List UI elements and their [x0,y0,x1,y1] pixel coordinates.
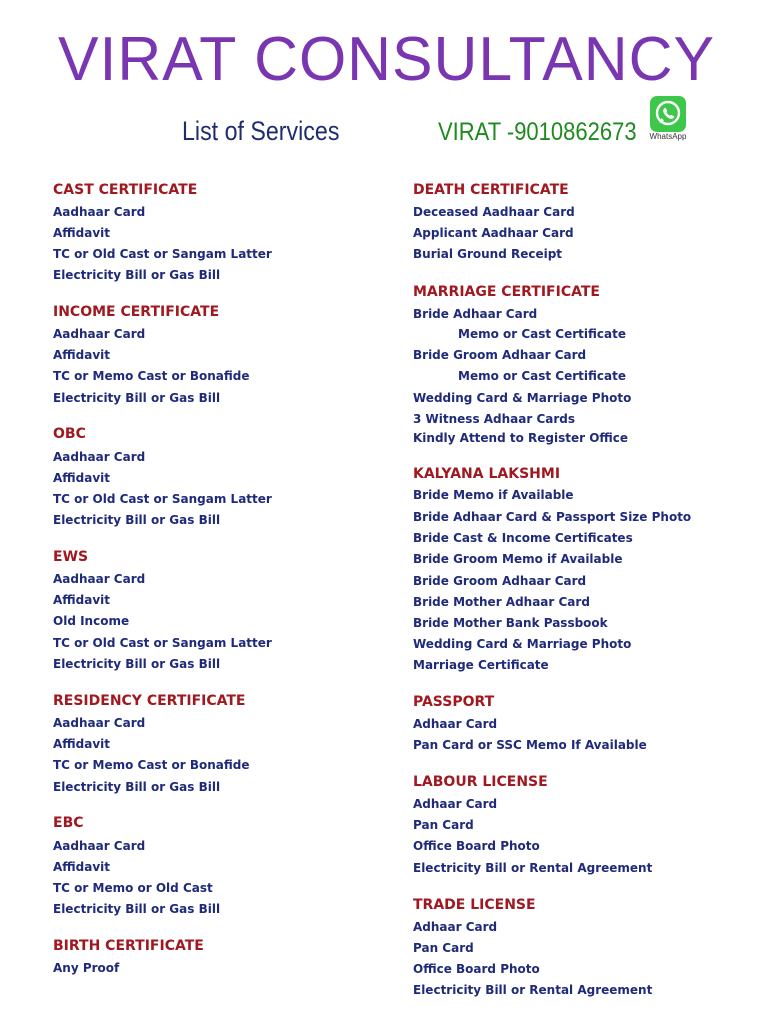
section-heading-cast-certificate: CAST CERTIFICATE [53,182,198,198]
requirement-item: Electricity Bill or Gas Bill [53,268,221,282]
section-heading-marriage-certificate: MARRIAGE CERTIFICATE [413,284,600,300]
contact-phone: VIRAT -9010862673 [438,118,637,146]
requirement-item: Pan Card or SSC Memo If Available [413,738,647,752]
requirement-item: Bride Groom Adhaar Card [413,348,587,362]
requirement-item: Pan Card [413,818,474,832]
section-heading-passport: PASSPORT [413,694,495,710]
requirement-item: Aadhaar Card [53,327,146,341]
requirement-item: Bride Adhaar Card [413,307,538,321]
requirement-item: Memo or Cast Certificate [458,327,626,341]
requirement-item: Wedding Card & Marriage Photo [413,391,632,405]
requirement-item: TC or Memo Cast or Bonafide [53,369,250,383]
requirement-item: Affidavit [53,737,111,751]
requirement-item: Bride Mother Adhaar Card [413,595,590,609]
requirement-item: Aadhaar Card [53,716,146,730]
page-title: VIRAT CONSULTANCY [58,25,715,94]
requirement-item: Bride Groom Memo if Available [413,552,623,566]
requirement-item: Affidavit [53,860,111,874]
requirement-item: TC or Memo or Old Cast [53,881,213,895]
requirement-item: Office Board Photo [413,839,540,853]
requirement-item: Electricity Bill or Gas Bill [53,657,221,671]
requirement-item: Affidavit [53,226,111,240]
requirement-item: Bride Groom Adhaar Card [413,574,587,588]
requirement-item: TC or Old Cast or Sangam Latter [53,636,272,650]
section-heading-death-certificate: DEATH CERTIFICATE [413,182,569,198]
requirement-item: Electricity Bill or Gas Bill [53,902,221,916]
requirement-item: Bride Memo if Available [413,488,574,502]
requirement-item: Deceased Aadhaar Card [413,205,575,219]
section-heading-obc: OBC [53,426,86,442]
requirement-item: Adhaar Card [413,717,498,731]
requirement-item: Kindly Attend to Register Office [413,431,629,445]
requirement-item: Affidavit [53,348,111,362]
requirement-item: Marriage Certificate [413,658,549,672]
section-heading-income-certificate: INCOME CERTIFICATE [53,304,220,320]
requirement-item: 3 Witness Adhaar Cards [413,412,576,426]
requirement-item: TC or Old Cast or Sangam Latter [53,492,272,506]
requirement-item: Adhaar Card [413,920,498,934]
requirement-item: Bride Adhaar Card & Passport Size Photo [413,510,692,524]
whatsapp-label: WhatsApp [649,132,687,141]
requirement-item: Burial Ground Receipt [413,247,563,261]
section-heading-ebc: EBC [53,815,84,831]
requirement-item: Bride Cast & Income Certificates [413,531,633,545]
requirement-item: TC or Old Cast or Sangam Latter [53,247,272,261]
requirement-item: Wedding Card & Marriage Photo [413,637,632,651]
requirement-item: Aadhaar Card [53,450,146,464]
whatsapp-icon [647,96,689,132]
requirement-item: Old Income [53,614,130,628]
requirement-item: Aadhaar Card [53,572,146,586]
requirement-item: Electricity Bill or Rental Agreement [413,861,653,875]
requirement-item: Any Proof [53,961,120,975]
requirement-item: TC or Memo Cast or Bonafide [53,758,250,772]
whatsapp-badge [647,96,689,144]
requirement-item: Electricity Bill or Gas Bill [53,780,221,794]
requirement-item: Adhaar Card [413,797,498,811]
section-heading-kalyana-lakshmi: KALYANA LAKSHMI [413,466,561,482]
requirement-item: Pan Card [413,941,474,955]
requirement-item: Affidavit [53,593,111,607]
requirement-item: Aadhaar Card [53,205,146,219]
requirement-item: Electricity Bill or Rental Agreement [413,983,653,997]
section-heading-labour-license: LABOUR LICENSE [413,774,548,790]
section-heading-birth-certificate: BIRTH CERTIFICATE [53,938,204,954]
section-heading-residency-certificate: RESIDENCY CERTIFICATE [53,693,246,709]
section-heading-ews: EWS [53,549,89,565]
requirement-item: Office Board Photo [413,962,540,976]
section-heading-trade-license: TRADE LICENSE [413,897,536,913]
requirement-item: Aadhaar Card [53,839,146,853]
requirement-item: Affidavit [53,471,111,485]
requirement-item: Memo or Cast Certificate [458,369,626,383]
requirement-item: Bride Mother Bank Passbook [413,616,608,630]
subtitle: List of Services [182,116,340,146]
requirement-item: Electricity Bill or Gas Bill [53,391,221,405]
requirement-item: Applicant Aadhaar Card [413,226,574,240]
requirement-item: Electricity Bill or Gas Bill [53,513,221,527]
